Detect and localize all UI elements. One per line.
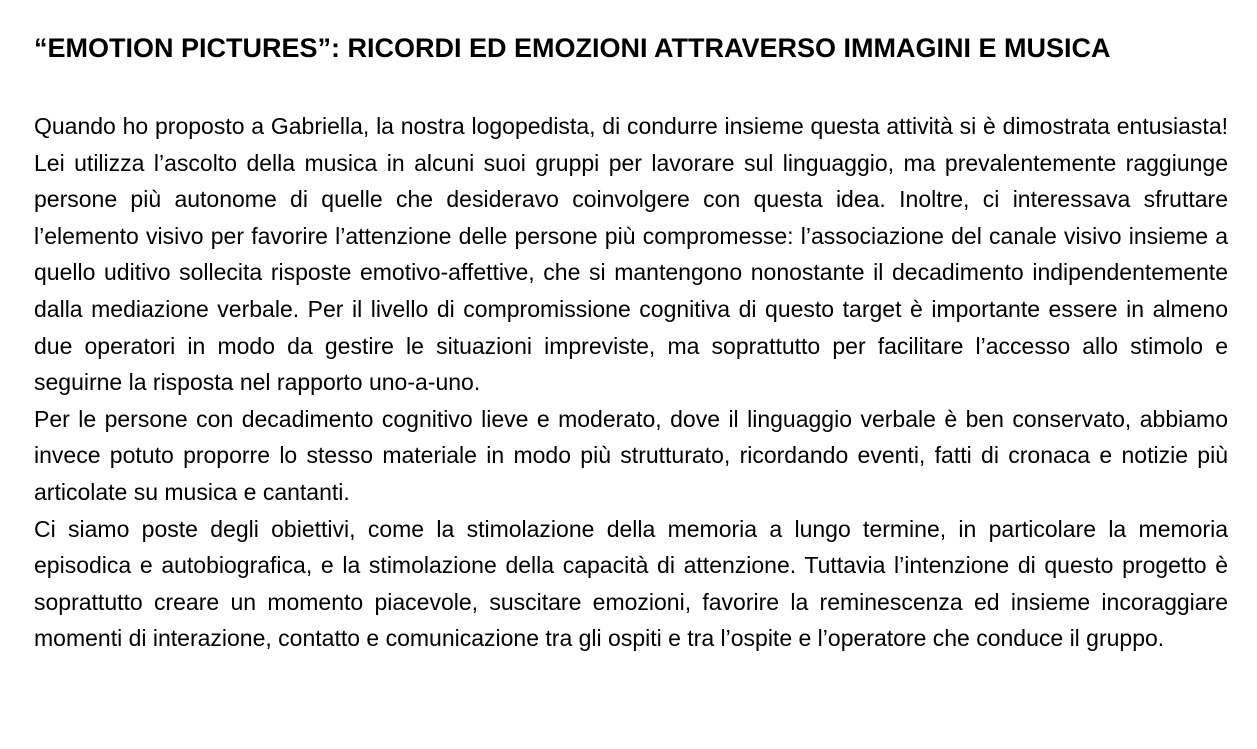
paragraph-1: Quando ho proposto a Gabriella, la nostra logopedista, di condurre insieme questa attività si è dimostrata entusiasta! Lei utilizza l’ascolto della musica in alcuni suoi gruppi per lavorare sul linguaggio, ma prevalentemente raggiunge persone più autonome di quelle che desideravo coinvolgere con questa idea. Inoltre, ci interessava sfruttare l’elemento visivo per favorire l’attenzione delle persone più compromesse: l’associazione del canale visivo insieme a quello uditivo sollecita risposte emotivo-affettive, che si mantengono nonostante il decadimento indipendentemente dalla mediazione verbale. Per il livello di compromissione cognitiva di questo target è importante essere in almeno due operatori in modo da gestire le situazioni impreviste, ma soprattutto per facilitare l’accesso allo stimolo e seguirne la risposta nel rapporto uno-a-uno. [34, 113, 1228, 396]
document-title: “EMOTION PICTURES”: RICORDI ED EMOZIONI ATTRAVERSO IMMAGINI E MUSICA [34, 33, 1111, 63]
document-page [34, 28, 1228, 657]
paragraph-3: Ci siamo poste degli obiettivi, come la stimolazione della memoria a lungo termine, in particolare la memoria episodica e autobiografica, e la stimolazione della capacità di attenzione. Tuttavia l’intenzione di questo progetto è soprattutto creare un momento piacevole, suscitare emozioni, favorire la reminescenza ed insieme incoraggiare momenti di interazione, contatto e comunicazione tra gli ospiti e tra l’ospite e l’operatore che conduce il gruppo. [34, 515, 1228, 652]
paragraph-2: Per le persone con decadimento cognitivo lieve e moderato, dove il linguaggio verbale è ben conservato, abbiamo invece potuto proporre lo stesso materiale in modo più strutturato, ricordando eventi, fatti di cronaca e notizie più articolate su musica e cantanti. [34, 405, 1228, 505]
